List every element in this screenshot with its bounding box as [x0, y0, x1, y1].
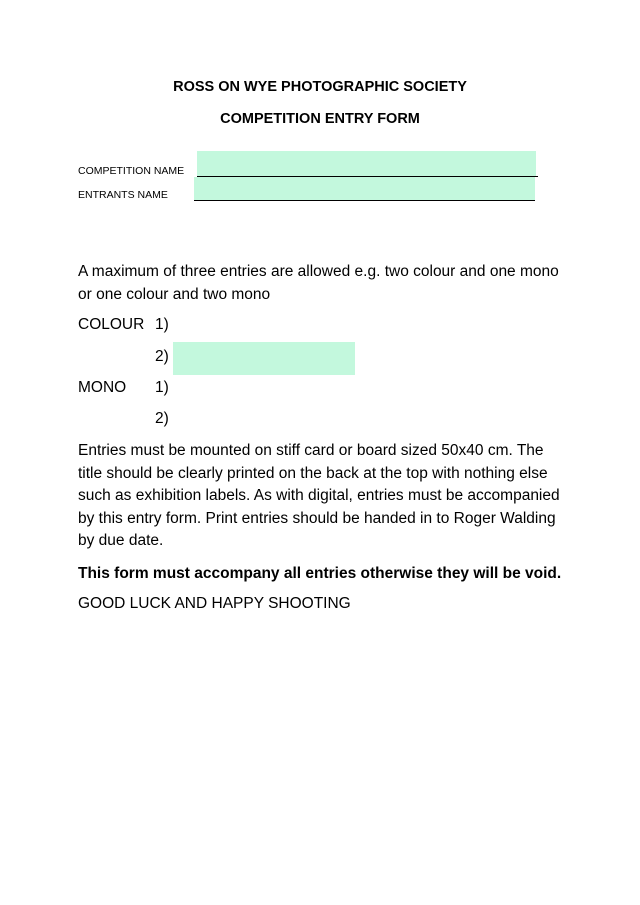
- colour-entry-1-number: 1): [155, 316, 169, 333]
- society-title: ROSS ON WYE PHOTOGRAPHIC SOCIETY: [173, 79, 467, 95]
- competition-name-label: COMPETITION NAME: [78, 165, 185, 177]
- mono-entry-1-number: 1): [155, 379, 169, 396]
- competition-name-input[interactable]: [197, 151, 536, 177]
- form-title: COMPETITION ENTRY FORM: [220, 111, 420, 127]
- colour-label: COLOUR: [78, 316, 145, 333]
- colour-entry-2-number: 2): [155, 348, 169, 365]
- mono-label: MONO: [78, 379, 127, 396]
- colour-entry-1-input[interactable]: [174, 313, 354, 339]
- entrants-name-underline: [194, 200, 535, 201]
- colour-entry-2-input[interactable]: [173, 342, 355, 375]
- mono-entry-2-input[interactable]: [174, 407, 354, 433]
- warning-text: This form must accompany all entries otherwise they will be void.: [78, 565, 562, 582]
- mono-entry-1-input[interactable]: [174, 376, 354, 402]
- entrants-name-input[interactable]: [194, 177, 535, 200]
- mono-entry-2-number: 2): [155, 410, 169, 427]
- instructions-text: Entries must be mounted on stiff card or board sized 50x40 cm. The title should be clearly printed on the back at the top with nothing else such as exhibition labels. As with digital, entries must be accompanied by this entry form. Print entries should be handed in to Roger Walding by due date.: [78, 442, 560, 549]
- sign-off-text: GOOD LUCK AND HAPPY SHOOTING: [78, 595, 351, 612]
- intro-text: A maximum of three entries are allowed e.g. two colour and one mono or one colour and two mono: [78, 263, 559, 303]
- entrants-name-label: ENTRANTS NAME: [78, 189, 168, 201]
